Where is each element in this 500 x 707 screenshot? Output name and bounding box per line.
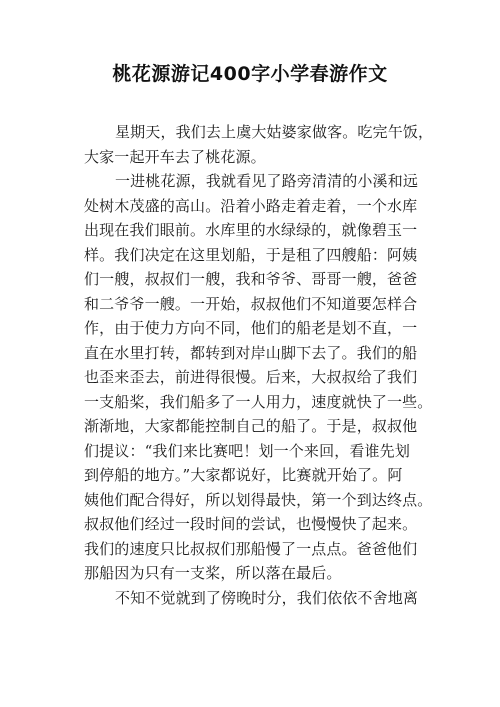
text-line: 渐渐地，大家都能控制自己的船了。于是，叔叔他 [84,417,418,435]
paragraph-3 [84,586,419,611]
text-line: 也歪来歪去，前进得很慢。后来，大叔叔给了我们 [84,368,418,386]
paragraph-2 [84,169,433,586]
text-line: 叔叔他们经过一段时间的尝试，也慢慢快了起来。 [84,515,418,533]
text-line: 我们的速度只比叔叔们那船慢了一点点。爸爸他们 [84,539,418,558]
text-line: 们一艘，叔叔们一艘，我和爷爷、哥哥一艘，爸爸 [84,270,418,288]
text-line: 样。我们决定在这里划船，于是租了四艘船：阿姨 [84,245,418,264]
text-line: 不知不觉就到了傍晚时分，我们依依不舍地离 [115,588,419,607]
text-line: 那船因为只有一支桨，所以落在最后。 [84,564,342,582]
text-line: 一进桃花源，我就看见了路旁清清的小溪和远 [115,172,419,190]
document-body [84,120,434,610]
text-line: 直在水里打转，都转到对岸山脚下去了。我们的船 [84,343,418,362]
text-line: 作，由于使力方向不同，他们的船老是划不直，一 [84,319,418,337]
paragraph-1 [84,120,434,169]
document-title: 桃花源游记400字小学春游作文 [112,63,388,85]
text-line: 星期天，我们去上虞大姑婆家做客。吃完午饭， [115,123,434,141]
text-line: 姨他们配合得好，所以划得最快，第一个到达终点。 [84,490,433,509]
text-line: 出现在我们眼前。水库里的水绿绿的，就像碧玉一 [84,221,418,239]
text-line: 到停船的地方。”大家都说好，比赛就开始了。阿 [84,466,403,484]
text-line: 一支船桨，我们船多了一人用力，速度就快了一些。 [84,392,433,411]
text-line: 大家一起开车去了桃花源。 [84,147,266,166]
text-line: 和二爷爷一艘。一开始，叔叔他们不知道要怎样合 [84,294,418,313]
text-line: 处树木茂盛的高山。沿着小路走着走着，一个水库 [84,196,418,215]
text-line: 们提议：“我们来比赛吧！划一个来回，看谁先划 [84,441,410,460]
